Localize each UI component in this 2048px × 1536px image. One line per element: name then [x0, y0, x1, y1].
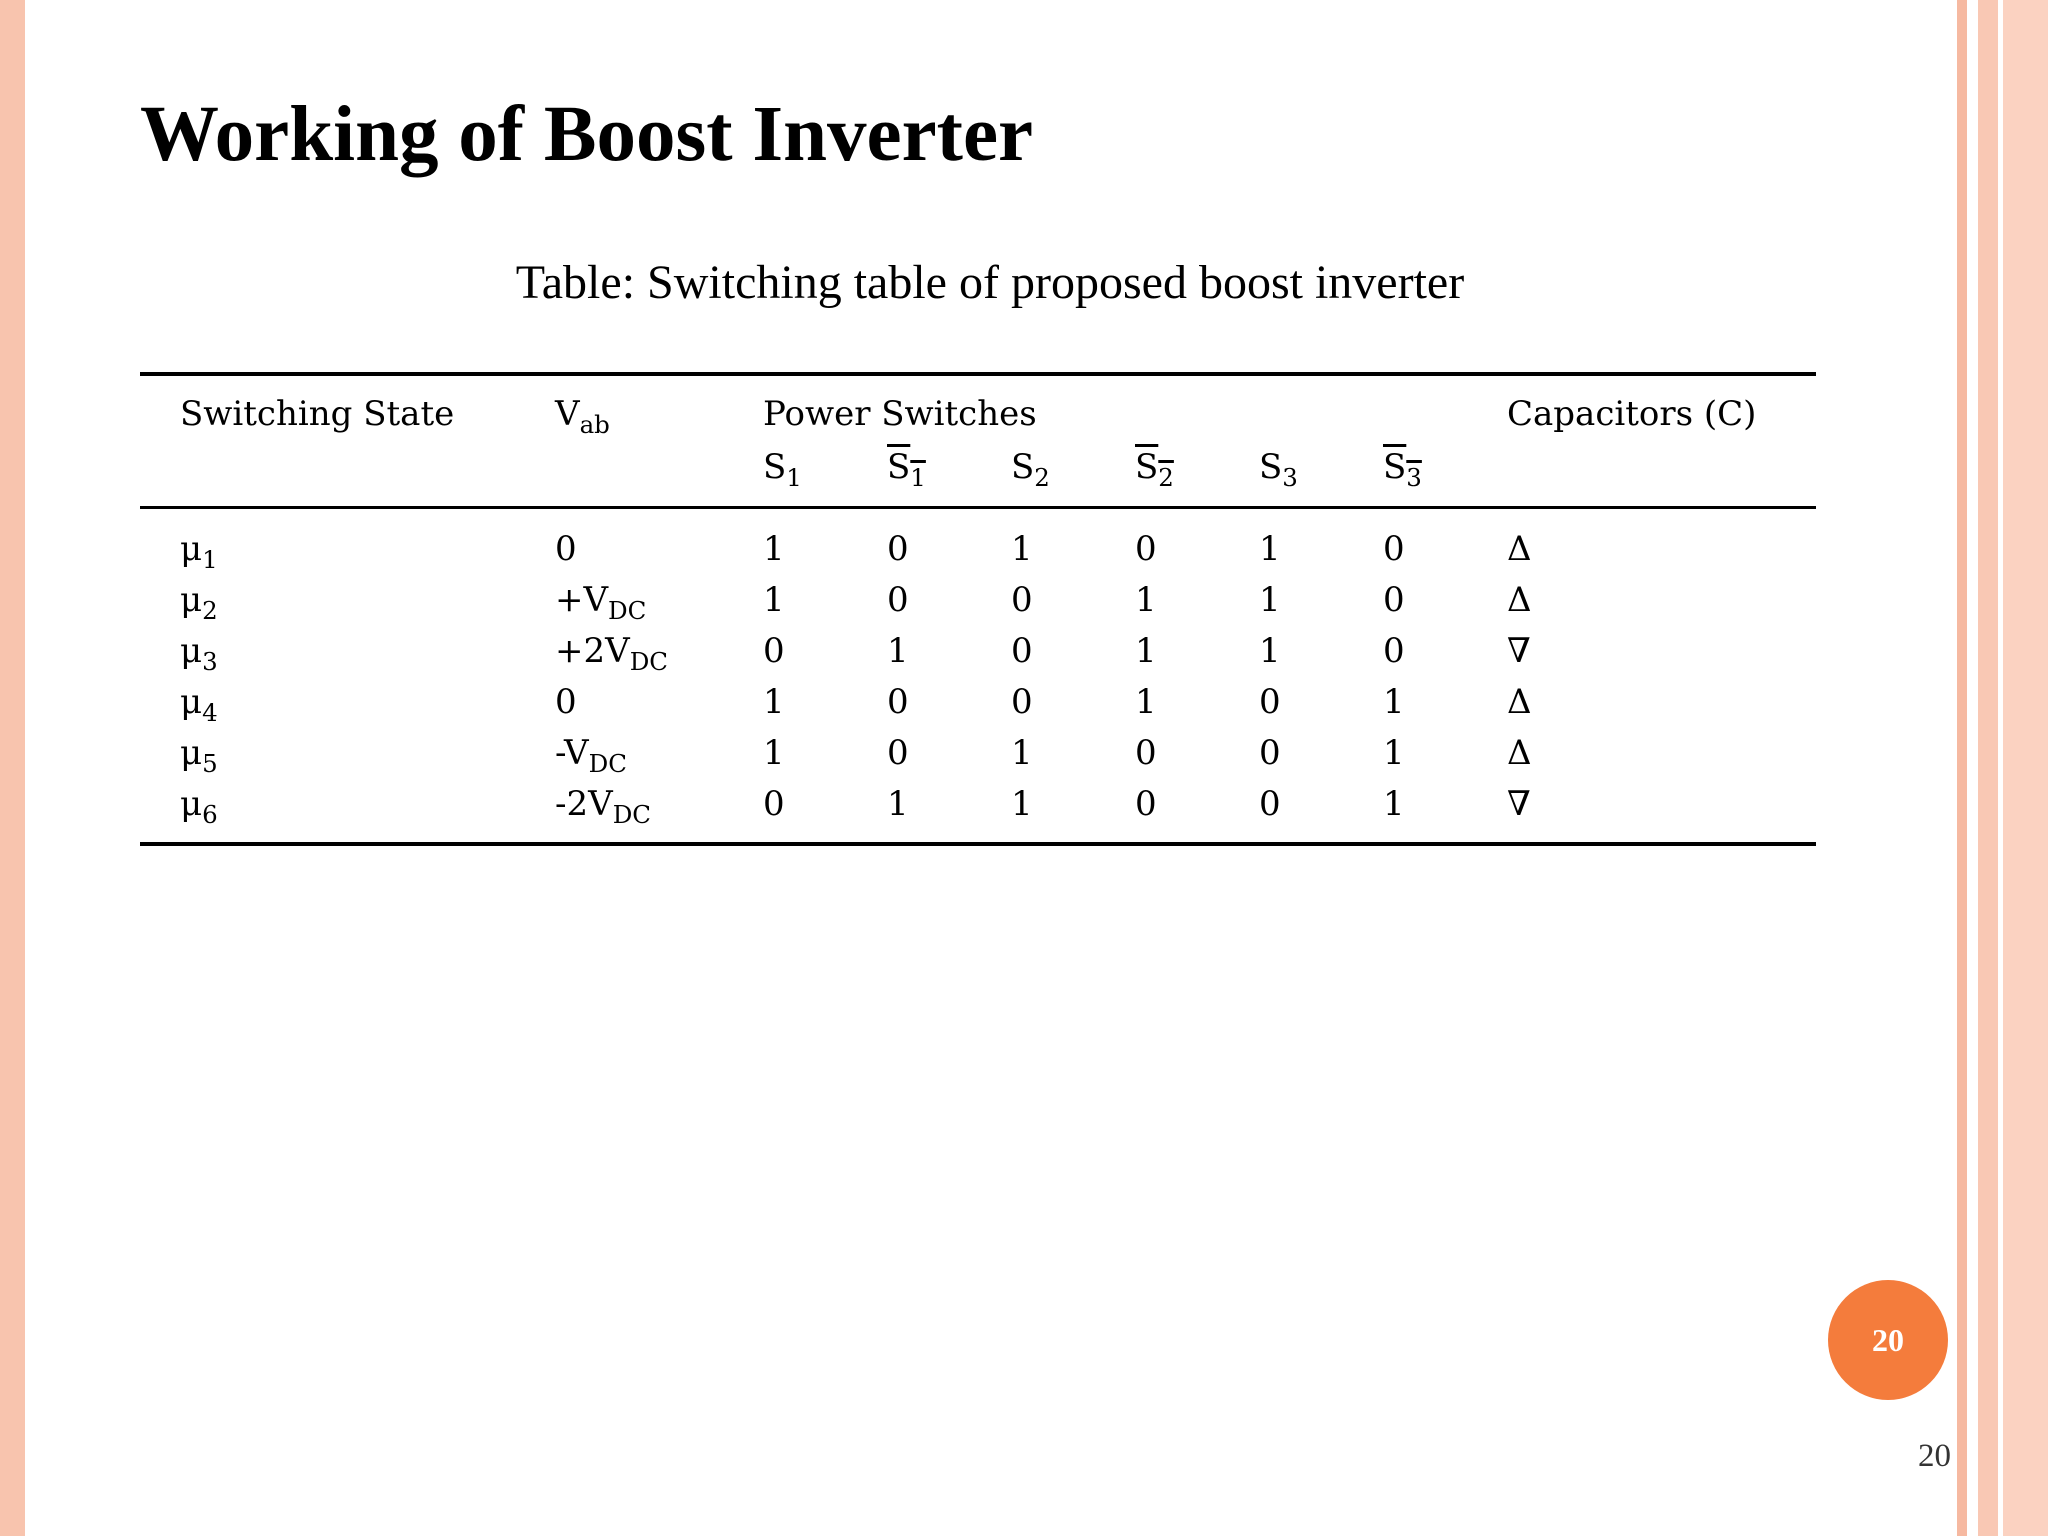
- cell-switch: 1: [1383, 784, 1405, 824]
- table-row: [140, 682, 1816, 735]
- cell-switch: 0: [763, 631, 785, 671]
- cell-switch: 1: [763, 682, 785, 722]
- table-top-rule: [140, 372, 1816, 376]
- table-row: [140, 784, 1816, 837]
- table-row: [140, 529, 1816, 582]
- header-switching-state: Switching State: [180, 394, 455, 434]
- cell-state: $\mu_6$: [180, 784, 218, 829]
- table-row: [140, 580, 1816, 633]
- cell-switch: 1: [1011, 529, 1033, 569]
- cell-switch: 1: [1383, 733, 1405, 773]
- cell-capacitor: Δ: [1507, 580, 1532, 620]
- cell-switch: 1: [1011, 784, 1033, 824]
- cell-switch: 0: [1135, 529, 1157, 569]
- cell-vab: $+V_{DC}$: [555, 580, 647, 625]
- cell-switch: 0: [1011, 631, 1033, 671]
- page-badge: 20: [1828, 1280, 1948, 1400]
- cell-switch: 1: [1383, 682, 1405, 722]
- header-s2: $S_2$: [1011, 447, 1050, 492]
- cell-capacitor: Δ: [1507, 529, 1532, 569]
- header-s1-bar: $S_1$: [887, 447, 926, 492]
- cell-capacitor: ∇: [1507, 631, 1531, 671]
- cell-switch: 1: [763, 580, 785, 620]
- cell-switch: 0: [1259, 682, 1281, 722]
- cell-state: $\mu_5$: [180, 733, 218, 778]
- cell-capacitor: Δ: [1507, 733, 1532, 773]
- header-capacitors: Capacitors (C): [1507, 394, 1757, 434]
- slide-title: Working of Boost Inverter: [140, 91, 1034, 178]
- cell-vab: 0: [555, 529, 577, 569]
- cell-switch: 1: [1135, 682, 1157, 722]
- cell-switch: 0: [1259, 733, 1281, 773]
- cell-vab: $-2V_{DC}$: [555, 784, 652, 829]
- cell-switch: 0: [1011, 580, 1033, 620]
- cell-switch: 0: [887, 580, 909, 620]
- cell-switch: 1: [1259, 529, 1281, 569]
- header-power-switches: Power Switches: [763, 394, 1037, 434]
- cell-switch: 0: [887, 682, 909, 722]
- table-caption: Table: Switching table of proposed boost inverter: [515, 256, 1465, 309]
- cell-state: $\mu_3$: [180, 631, 218, 676]
- cell-switch: 1: [763, 529, 785, 569]
- cell-switch: 0: [1383, 631, 1405, 671]
- header-s3: $S_3$: [1259, 447, 1298, 492]
- cell-switch: 0: [1135, 733, 1157, 773]
- cell-vab: $-V_{DC}$: [555, 733, 627, 778]
- cell-switch: 0: [887, 529, 909, 569]
- cell-switch: 1: [1259, 580, 1281, 620]
- left-border: [0, 0, 25, 1536]
- cell-capacitor: Δ: [1507, 682, 1532, 722]
- right-border-stripe: [1957, 0, 1967, 1536]
- header-s3-bar: $S_3$: [1383, 447, 1422, 492]
- header-s1: $S_1$: [763, 447, 802, 492]
- cell-switch: 1: [1011, 733, 1033, 773]
- table-header-rule: [140, 506, 1816, 509]
- cell-switch: 0: [1135, 784, 1157, 824]
- table-row: [140, 631, 1816, 684]
- cell-switch: 0: [1383, 580, 1405, 620]
- cell-switch: 0: [887, 733, 909, 773]
- switching-table: [140, 372, 1816, 847]
- cell-switch: 1: [763, 733, 785, 773]
- right-border-edge: [2003, 0, 2048, 1536]
- cell-switch: 1: [887, 784, 909, 824]
- cell-vab: $+2V_{DC}$: [555, 631, 669, 676]
- cell-switch: 0: [1011, 682, 1033, 722]
- header-s2-bar: $S_2$: [1135, 447, 1174, 492]
- cell-switch: 1: [1259, 631, 1281, 671]
- cell-capacitor: ∇: [1507, 784, 1531, 824]
- cell-switch: 1: [887, 631, 909, 671]
- cell-state: $\mu_4$: [180, 682, 218, 727]
- header-vab: $V_{ab}$: [555, 394, 610, 439]
- cell-vab: 0: [555, 682, 577, 722]
- cell-switch: 0: [1259, 784, 1281, 824]
- cell-switch: 1: [1135, 580, 1157, 620]
- cell-state: $\mu_2$: [180, 580, 218, 625]
- table-row: [140, 733, 1816, 786]
- cell-switch: 0: [1383, 529, 1405, 569]
- cell-switch: 0: [763, 784, 785, 824]
- cell-state: $\mu_1$: [180, 529, 218, 574]
- cell-switch: 1: [1135, 631, 1157, 671]
- table-bottom-rule: [140, 842, 1816, 846]
- right-border-band: [1978, 0, 1998, 1536]
- page-number: 20: [1918, 1438, 1951, 1474]
